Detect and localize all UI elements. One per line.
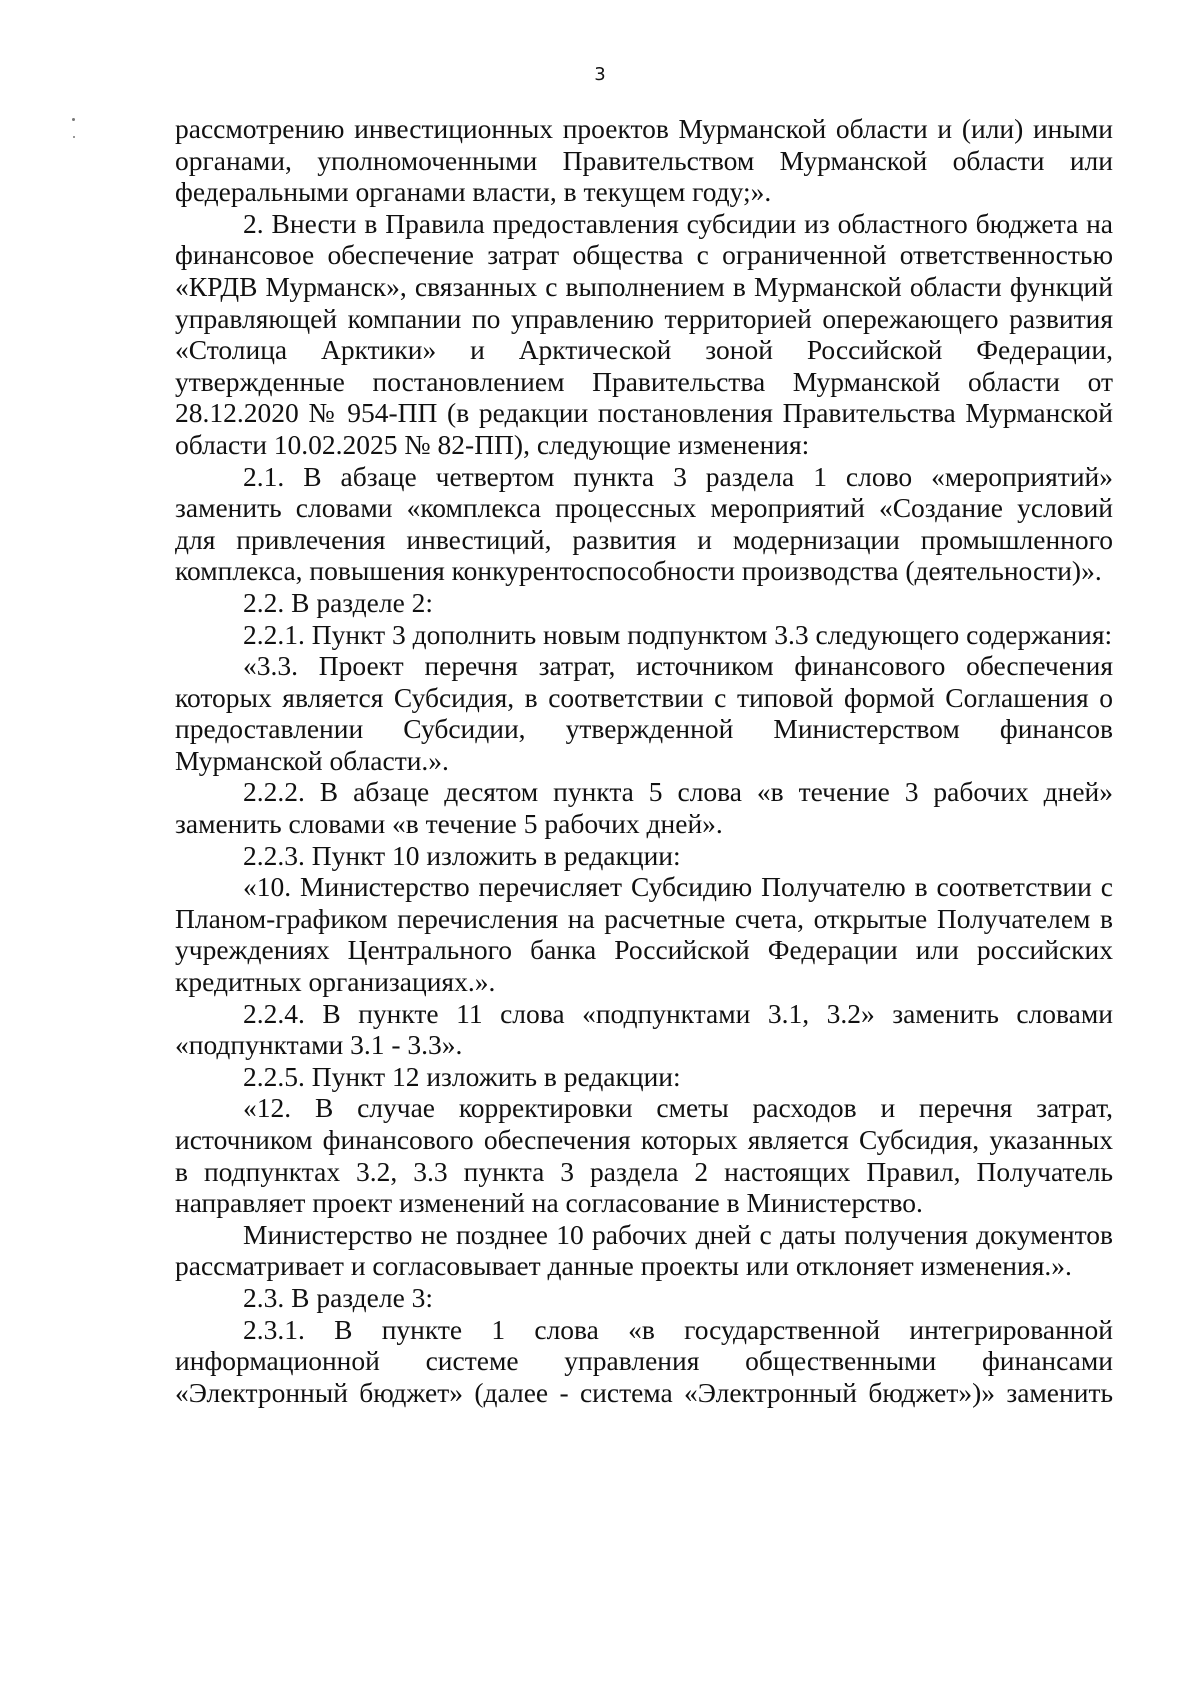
paragraph-item-2-1: 2.1. В абзаце четвертом пункта 3 раздела 1 слово «мероприятий» заменить словами «комплекса процессных мероприятий «Создание условий для привлечения инвестиций, развития и модернизации промышленного комплекса, повышения конкурентоспособности производства (деятельности)».	[175, 460, 1113, 587]
scan-artifact	[73, 136, 75, 138]
paragraph-item-2-3-1: 2.3.1. В пункте 1 слова «в государственной интегрированной информационной системе управления общественными финансами «Электронный бюджет» (далее - система «Электронный бюджет»)» заменить	[175, 1313, 1113, 1408]
paragraph-quote-10: «10. Министерство перечисляет Субсидию Получателю в соответствии с Планом-графиком перечисления на расчетные счета, открытые Получателем в учреждениях Центрального банка Российской Федерации или российских кредитных организациях.».	[175, 871, 1113, 998]
paragraph-item-2-2-1: 2.2.1. Пункт 3 дополнить новым подпунктом 3.3 следующего содержания:	[243, 618, 1113, 650]
paragraph-quote-3-3: «3.3. Проект перечня затрат, источником финансового обеспечения которых является Субсидия, в соответствии с типовой формой Соглашения о предоставлении Субсидии, утвержденной Министерством финансов Мурманской области.».	[175, 650, 1113, 776]
document-body	[175, 113, 1113, 1408]
paragraph-item-2-2-2: 2.2.2. В абзаце десятом пункта 5 слова «в течение 3 рабочих дней» заменить словами «в течение 5 рабочих дней».	[175, 776, 1113, 840]
paragraph-item-2-3: 2.3. В разделе 3:	[243, 1281, 434, 1313]
paragraph-item-2: 2. Внести в Правила предоставления субсидии из областного бюджета на финансовое обеспечение затрат общества с ограниченной ответственностью «КРДВ Мурманск», связанных с выполнением в Мурманской области функций управляющей компании по управлению территорией опережающего развития «Столица Арктики» и Арктической зоной Российской Федерации, утвержденные постановлением Правительства Мурманской области от 28.12.2020 № 954-ПП (в редакции постановления Правительства Мурманской области 10.02.2025 № 82-ПП), следующие изменения:	[175, 207, 1113, 460]
paragraph-item-2-2-4: 2.2.4. В пункте 11 слова «подпунктами 3.1, 3.2» заменить словами «подпунктами 3.1 - 3.3».	[175, 997, 1113, 1061]
page-number: 3	[594, 64, 606, 85]
paragraph-ministry: Министерство не позднее 10 рабочих дней с даты получения документов рассматривает и согласовывает данные проекты или отклоняет изменения.».	[175, 1218, 1113, 1282]
paragraph-item-2-2-3: 2.2.3. Пункт 10 изложить в редакции:	[243, 839, 681, 871]
paragraph-item-2-2-5: 2.2.5. Пункт 12 изложить в редакции:	[243, 1060, 681, 1092]
scan-artifact	[72, 118, 75, 121]
paragraph-quote-12: «12. В случае корректировки сметы расходов и перечня затрат, источником финансового обеспечения которых является Субсидия, указанных в подпунктах 3.2, 3.3 пункта 3 раздела 2 настоящих Правил, Получатель направляет проект изменений на согласование в Министерство.	[175, 1092, 1113, 1219]
paragraph-continuation: рассмотрению инвестиционных проектов Мурманской области и (или) иными органами, уполномоченными Правительством Мурманской области или федеральными органами власти, в текущем году;».	[175, 113, 1113, 208]
paragraph-item-2-2: 2.2. В разделе 2:	[243, 586, 434, 618]
